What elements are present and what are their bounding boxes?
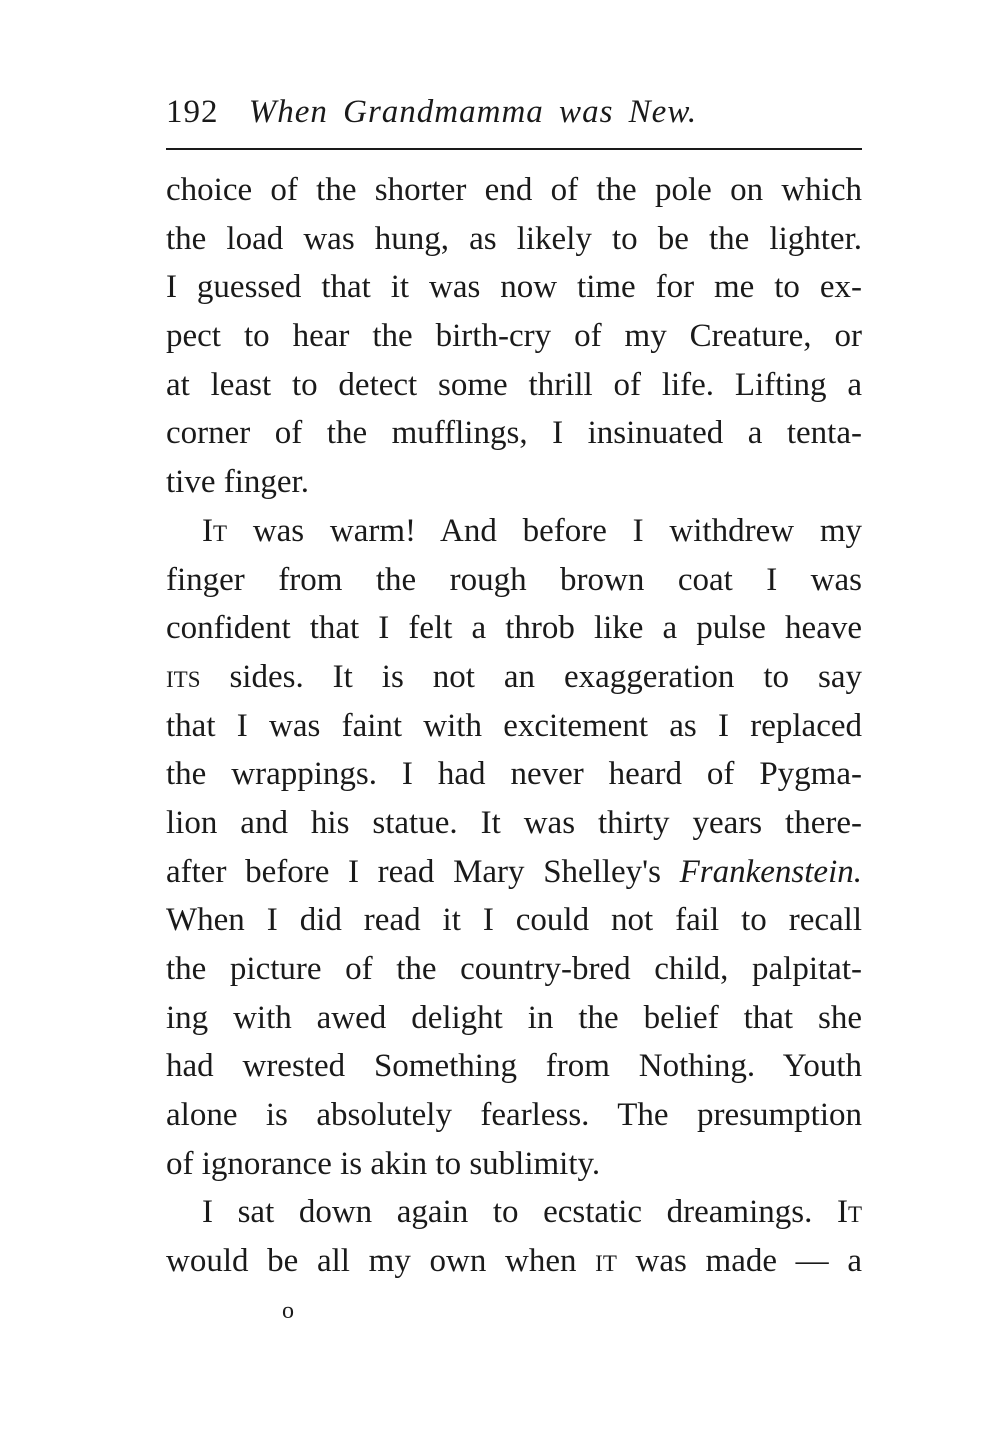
text-line: at least to detect some thrill of life. Lifting a <box>166 366 862 403</box>
text-line: lion and his statue. It was thirty years there- <box>166 804 862 841</box>
small-caps-word: it <box>595 1243 617 1280</box>
text-line: choice of the shorter end of the pole on which <box>166 172 862 208</box>
text-line: I guessed that it was now time for me to ex- <box>166 269 862 306</box>
header-rule <box>166 148 862 150</box>
text-line: had wrested Something from Nothing. Youth <box>166 1048 862 1085</box>
line-text: sides. It is not an exaggeration to say <box>200 658 862 695</box>
text-line: finger from the rough brown coat I was <box>166 561 862 598</box>
text-line: alone is absolutely fearless. The presumption <box>166 1097 862 1134</box>
body-text <box>166 166 862 1286</box>
page-number: 192 <box>166 94 219 130</box>
text-line: ing with awed delight in the belief that she <box>166 999 862 1036</box>
line-text: was made — a <box>616 1243 862 1280</box>
line-text: after before I read Mary Shelley's <box>166 853 680 890</box>
running-head <box>166 88 862 136</box>
text-line <box>166 1188 862 1237</box>
text-line: tive finger. <box>166 464 309 501</box>
text-line: pect to hear the birth-cry of my Creature, or <box>166 318 862 355</box>
small-caps-word: its <box>166 658 201 695</box>
text-line <box>166 507 862 556</box>
line-text: would be all my own when <box>166 1243 596 1280</box>
line-text: I sat down again to ecstatic dreamings. <box>202 1194 837 1231</box>
text-line: the picture of the country-bred child, palpitat- <box>166 951 862 987</box>
text-line: When I did read it I could not fail to recall <box>166 902 862 939</box>
signature-mark: o <box>282 1298 294 1324</box>
text-line: confident that I felt a throb like a pulse heave <box>166 610 862 647</box>
small-caps-word: It <box>202 512 228 549</box>
paragraph-2 <box>166 507 862 1189</box>
text-line: the load was hung, as likely to be the lighter. <box>166 220 862 257</box>
line-text: was warm! And before I withdrew my <box>227 512 862 549</box>
text-line: the wrappings. I had never heard of Pygma- <box>166 756 862 793</box>
small-caps-word: It <box>836 1194 862 1231</box>
text-line: that I was faint with excitement as I replaced <box>166 707 862 744</box>
italic-title: Frankenstein. <box>679 853 862 890</box>
paragraph-3 <box>166 1188 862 1285</box>
text-line <box>166 848 862 897</box>
running-title: When Grandmamma was New. <box>248 94 698 130</box>
paragraph-1 <box>166 166 862 507</box>
text-line <box>166 653 862 702</box>
text-line: of ignorance is akin to sublimity. <box>166 1145 601 1182</box>
text-line: corner of the mufflings, I insinuated a tenta- <box>166 415 862 452</box>
text-line <box>166 1237 862 1286</box>
